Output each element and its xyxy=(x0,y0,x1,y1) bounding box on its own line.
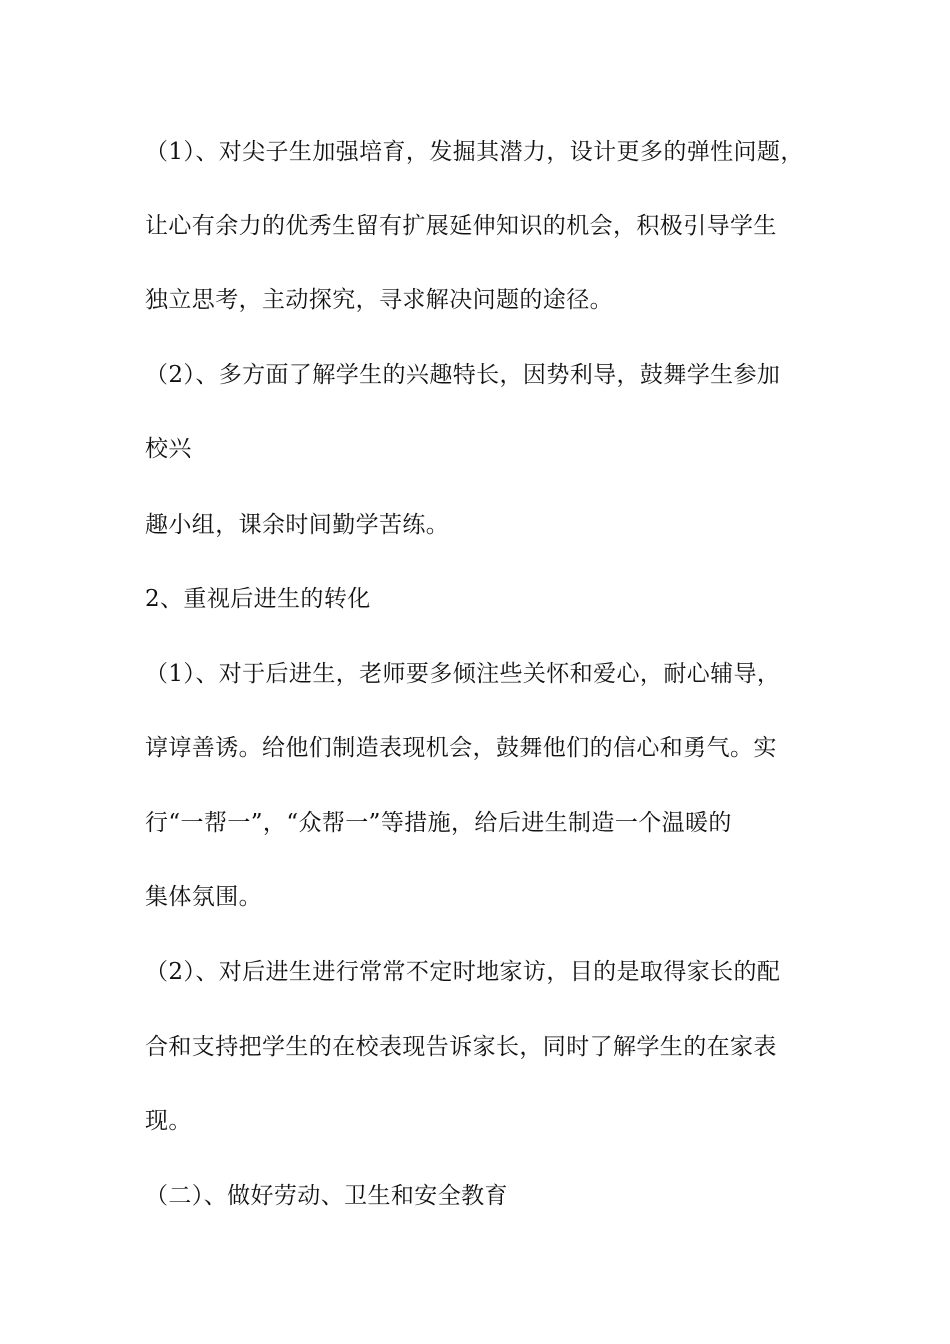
text-line-6: 趣小组，课余时间勤学苦练。 xyxy=(145,512,450,538)
text-line-10: 行“一帮一”，“众帮一”等措施，给后进生制造一个温暖的 xyxy=(145,810,732,836)
text-line-11: 集体氛围。 xyxy=(145,884,262,910)
text-line-3: 独立思考，主动探究，寻求解决问题的途径。 xyxy=(145,287,613,313)
text-line-9: 谆谆善诱。给他们制造表现机会，鼓舞他们的信心和勇气。实 xyxy=(145,735,777,761)
text-line-4: （2）、多方面了解学生的兴趣特长，因势利导，鼓舞学生参加 xyxy=(145,362,781,388)
text-line-1: （1）、对尖子生加强培育，发掘其潜力，设计更多的弹性问题， xyxy=(145,139,804,165)
text-line-14: 现。 xyxy=(145,1108,192,1134)
section-heading-two: （二）、做好劳动、卫生和安全教育 xyxy=(145,1183,508,1209)
text-line-12: （2）、对后进生进行常常不定时地家访，目的是取得家长的配 xyxy=(145,959,781,985)
text-line-8: （1）、对于后进生，老师要多倾注些关怀和爱心，耐心辅导， xyxy=(145,661,781,687)
text-line-2: 让心有余力的优秀生留有扩展延伸知识的机会，积极引导学生 xyxy=(145,213,777,239)
text-line-13: 合和支持把学生的在校表现告诉家长，同时了解学生的在家表 xyxy=(145,1034,777,1060)
section-heading-2: 2、重视后进生的转化 xyxy=(145,586,371,612)
text-line-5: 校兴 xyxy=(145,436,192,462)
